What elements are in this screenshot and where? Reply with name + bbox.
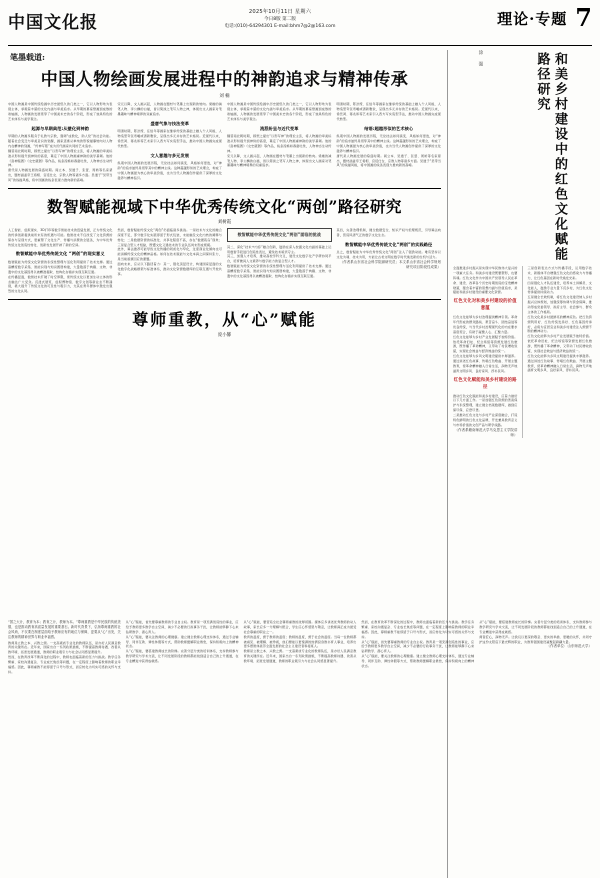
article-3-col-1 xyxy=(453,266,518,438)
paragraph: 从“心”赋能，要关注教师的心理健康。建立健全教师心理支持体系，通过专业辅导、同伴互助、弹性休假等方式，帮助教师缓解职业倦怠，保持积极向上的精神状态。 xyxy=(125,634,239,649)
divider-1 xyxy=(8,188,441,189)
paragraph: 明清时期，陈洪绶、任伯年等画家在继承传统的基础上融入个人风格，人物造型夸张奇崛或清新雅致，呈现出多元并存的艺术格局。近现代以来，徐悲鸿、蒋兆和等艺术家引入西方写实造型手法，推动中国人物画完成现代转型。 xyxy=(336,102,441,121)
article-4-col-5 xyxy=(479,620,592,675)
article-1-byline: 刘 楠 xyxy=(219,94,230,99)
article-1-columns xyxy=(8,102,441,183)
masthead-line-2: 电话:(010)-64294301 E-mail:bhm7@2@163.com xyxy=(224,23,336,29)
article-4-col-3 xyxy=(244,620,357,675)
paragraph: 中国人物画是中国传统绘画中历史最悠久的门类之一，它以人物形象为表现主体，承载着丰富的文化内涵与审美追求。从早期的墓室壁画到成熟的卷轴画，人物画的发展贯穿了中国美术史的各个阶段，形成了独具特色的艺术体系与美学观念。 xyxy=(227,102,332,121)
article-1-subhead-1: 起源与早期典范:从壁化到神韵 xyxy=(31,125,89,131)
paragraph: 从“心”赋能，首先要尊重教师的专业自主权。教育是一项充满创造性的事业，应给予教师更多教学自主空间，减少不必要的行政事务干扰，让教师能够静下心来钻研教学、潜心育人。 xyxy=(125,620,239,634)
masthead-info xyxy=(158,6,402,31)
article-4-quote: “国之大计，教育为本；教育之计，教师为本。”尊师重教是中华民族的传统美德，也是推动教育高质量发展的重要基石。新时代背景下，弘扬尊师重教的社会风尚，不仅要在制度层面给予教师应有的地位与保障，更要从“心”出发，关注教师的精神世界与职业幸福感。 xyxy=(8,620,121,640)
dateline: 2025年10月11日 星期六 xyxy=(248,9,312,15)
paragraph: 全面推进乡村振兴是实现中华民族伟大复兴的一项重大任务。和美乡村建设既要塑形，也要铸魂。红色文化作为中国共产党领导人民在革命、建设、改革各个历史时期创造的宝贵精神财富，蕴含着丰富的思想内涵与价值追求，是赋能和美乡村建设的重要文化资源。 xyxy=(452,266,518,295)
paragraph: 此外，算法推荐可能导致文化传播的同质化与窄化，过度商业化倾向也可能消解传统文化的精神品格。如何在技术赋能与文化本真之间保持张力，是当前亟须回应的课题。 xyxy=(117,247,222,262)
paragraph: 其三，加强人才培养，推动高校学科交叉，建设文化数字化产学研协同平台，培育兼具人文素养与数字能力的复合型人才。 xyxy=(227,254,332,264)
article-1-col-3 xyxy=(227,102,332,183)
article-1-title: 中国人物绘画发展进程中的神韵追求与精神传承 xyxy=(40,70,409,90)
article-3-author-note: （作者系赣南师范大学马克思主义学院讲师） xyxy=(454,427,518,438)
article-1-col-1 xyxy=(8,102,113,183)
article-1-subhead-2: 盛唐气象与技法变革 xyxy=(150,120,190,126)
article-2-byline: 刘树霞 xyxy=(217,219,232,225)
article-2-boxed-head: 数智赋能中华优秀传统文化“两创”面临的挑战 xyxy=(227,228,332,242)
paragraph: 推动红色文化赋能和美乡村建设，应着力做好以下几方面工作。一是加强红色资源的普查保护与系统整理，建立健全档案数据库，做到应保尽保、应登尽登。 xyxy=(452,393,518,413)
paragraph: 唐代是人物画发展的鼎盛时期。阎立本、吴道子、张萱、周昉等名家辈出，题材涵盖帝王将相、宫廷仕女、宗教人物等诸多方面。吴道子“吴带当风”的线描风格，将中国画的线条表现力推向新的高峰。 xyxy=(8,168,113,183)
article-1-kicker: 笔墨载道: xyxy=(10,52,45,62)
paragraph: 宋元以降，文人画兴起，人物画在题材与笔墨上出现新的转向。梁楷的减笔人物、李公麟的白描，皆以简淡之笔写人物之神，体现出文人画家对笔墨趣味与精神境界的双重追求。 xyxy=(117,102,222,116)
paragraph: 总之，数智赋能为中华优秀传统文化“两创”注入了强劲动能。唯有坚持以文化为魂、技术为用，方能让古老文明在数字时代焕发新的生机与活力。 xyxy=(336,250,441,260)
paragraph: 明清时期，陈洪绶、任伯年等画家在继承传统的基础上融入个人风格，人物造型夸张奇崛或清新雅致，呈现出多元并存的艺术格局。近现代以来，徐悲鸿、蒋兆和等艺术家引入西方写实造型手法，推动中国人物画完成现代转型。 xyxy=(117,129,222,148)
paragraph: 面向未来，应从以下路径着力：其一，强化顶层设计，构建国家层面的文化数字化战略框架与标准体系，推动文化资源数据库的互联互通与开放共享。 xyxy=(117,262,222,276)
article-3-byline: 涂 强 xyxy=(477,50,483,68)
paragraph: 然而，在教育改革不断深化的过程中，教师也面临着新的压力与挑战。教学任务繁重、家校沟通复杂、专业成长焦虑等问题，在一定程度上影响着教师的职业幸福感。因此，尊师重教不能停留于口号与形式，而应转化为切实可感的关怀与支持。 xyxy=(8,655,121,674)
paragraph: 从“心”赋能，要关注教师的心理健康。建立健全教师心理支持体系，通过专业辅导、同伴互助、弹性休假等方式，帮助教师缓解职业倦怠，保持积极向上的精神状态。 xyxy=(361,654,475,668)
paragraph: 从“心”赋能，要搭建教师成长的阶梯。完善分层分类的培训体系，支持教师参与教学研究与学术交流，让不同发展阶段的教师都能找到适合自己的上升通道，在专业精进中获得成就感。 xyxy=(125,649,239,663)
article-4-col-2 xyxy=(126,620,239,675)
article-2-col-3 xyxy=(227,228,332,294)
paragraph: 红色文化能够为乡村产业发展赋予独特价值。依托革命旧址、纪念场馆等资源发展红色旅游，既传播了革命精神，又带动了村民增收致富，实现社会效益与经济效益的统一。 xyxy=(452,334,518,354)
article-4-title: 尊师重教，从“心”赋能 xyxy=(132,310,317,330)
article-2-col-1 xyxy=(8,228,113,294)
article-2-subhead-3: 数智赋能中华优秀传统文化“两创”的实践路径 xyxy=(345,241,433,247)
paragraph: 红色文化能够为乡村治理提供精神引领。革命年代形成的群众路线、艰苦奋斗、团结奋进等优良传统，与当代乡村治理现代化的内在要求高度契合，有助于凝聚人心、汇聚力量。 xyxy=(452,315,518,334)
article-4-body xyxy=(8,620,592,872)
article-2-subhead-1: 数智赋能中华优秀传统文化 “两创”的现实意义 xyxy=(15,251,105,257)
article-2-columns xyxy=(8,228,441,294)
article-3-columns xyxy=(453,266,592,438)
paragraph: 在传播层面，数智技术打破了时空界限，使传统文化以更加生动立体的形态触达广大受众。沉浸式展览、虚拟博物馆、数字文创等新业态不断涌现，极大提升了传统文化的可及性与吸引力，尤其在青年群体中激发出强烈的文化认同。 xyxy=(8,274,113,294)
paragraph: 数智赋能为传统文化资源的系统性整理与活化利用提供了技术支撑。通过高精度数字采集、智能识别与知识图谱构建，大量散落于典籍、文物、非遗中的文化基因得以被精准提取、结构化存储并实现互联互通。 xyxy=(8,260,113,274)
paragraph: 红色文化能够为乡风文明建设提供丰厚滋养。通过讲述红色故事、传唱红色歌曲、开展主题教育，使革命精神融入日常生活，润物无声地涵育文明乡风、良好家风、淳朴民风。 xyxy=(452,354,518,373)
paragraph: 纵观中国人物画的发展历程，无论技法如何演变、风格如何更迭，对“神韵”的追求始终是贯穿其中的精神主线。这种超越形似的艺术理念，构成了中国人物画最为核心的审美价值，也为当代人物画创作提供了深厚的文化滋养与精神指引。 xyxy=(117,161,222,181)
paragraph: 魏晋南北朝时期，顾恺之提出“以形写神”的理论主张，将人物画的审美标准从形似提升到神似的高度，奠定了中国人物画重神韵的美学基调。他的《洛神赋图》《女史箴图》等作品，线条流畅如春蚕吐丝，人物神态生动传神。 xyxy=(227,134,332,153)
paragraph: 红色文化能够为乡风文明建设提供丰厚滋养。通过讲述红色故事、传唱红色歌曲、开展主题教育，使革命精神融入日常生活，润物无声地涵育文明乡风、良好家风、淳朴民风。 xyxy=(527,353,592,373)
article-4-top xyxy=(8,303,441,341)
paragraph: 纵观中国人物画的发展历程，无论技法如何演变、风格如何更迭，对“神韵”的追求始终是贯穿其中的精神主线。这种超越形似的艺术理念，构成了中国人物画最为核心的审美价值，也为当代人物画创作提供了深厚的文化滋养与精神指引。 xyxy=(336,134,441,153)
article-3-title: 和美乡村建设中的红色文化赋能路径研究 xyxy=(534,52,568,262)
article-4-author-note: （作者单位：山东师范大学） xyxy=(546,644,592,649)
article-1-col-2 xyxy=(118,102,223,183)
article-3-subhead-1: 红色文化对和美乡村建设的价值意蕴 xyxy=(453,299,517,312)
article-2-col-2 xyxy=(118,228,223,294)
paragraph: 教师是立教之本、兴教之源。一支高素质专业化的教师队伍，是办好人民满意教育的关键所在。近年来，国家出台一系列政策措施，不断提高教师待遇、改善从教环境、拓宽发展通道，教师的职业吸引力与社会认同感显著提升。 xyxy=(243,649,357,663)
article-2-author-note: （作者系山东省社会科学院副研究员；本文系山东省社会科学规划研究项目阶段性成果） xyxy=(339,260,441,270)
divider-2 xyxy=(8,299,441,300)
masthead-line-1: 今日8版 第二版 xyxy=(264,16,296,22)
article-4-byline: 庞小馨 xyxy=(217,333,232,339)
article-2 xyxy=(8,192,441,294)
section-title: 理论·专题 xyxy=(497,9,568,28)
article-1 xyxy=(8,50,441,183)
masthead xyxy=(8,3,592,46)
paragraph: 从“心”赋能，首先要尊重教师的专业自主权。教育是一项充满创造性的事业，应给予教师更多教学自主空间，减少不必要的行政事务干扰，让教师能够静下心来钻研教学、潜心育人。 xyxy=(361,639,475,654)
page-number: 7 xyxy=(575,3,592,32)
paragraph: 其二，深化“技术+内容”融合创新，鼓励在深入挖掘文化内涵的基础上运用数智手段进行创造性表达，避免技术喧宾夺主。 xyxy=(227,244,332,254)
paragraph: 教育的温度，源于教师的温度；教师的温度，源于社会的温度。当每一位教师都被看见、被理解、被珍视，他们便能以更饱满的热情投身教书育人事业，培养出更多德智体美劳全面发展的社会主义建设者和接班人。 xyxy=(243,634,357,649)
paragraph: 红色文化是乡村最鲜亮的精神底色。把红色资源利用好、红色传统发扬好、红色基因传承好，必将为宜居宜业和美乡村建设注入源源不断的精神动力。 xyxy=(527,314,592,334)
paragraph: 师者匠心，润物无声。让我们以更深的敬意、更实的举措、更暖的关怀，共同守护这份太阳底下最光辉的职业，为教育强国建设凝聚起磅礴力量。 xyxy=(479,634,592,644)
article-4-col-4 xyxy=(361,620,474,675)
article-1-subhead-5: 结语:超越形似的艺术核心 xyxy=(364,125,414,131)
paragraph: 从“心”赋能，要搭建教师成长的阶梯。完善分层分类的培训体系，支持教师参与教学研究与学术交流，让不同发展阶段的教师都能找到适合自己的上升通道，在专业精进中获得成就感。 xyxy=(479,620,592,634)
article-3-head-group xyxy=(453,50,592,262)
paragraph: 四是强化人才队伍建设，培养本土讲解员、文化能人，鼓励专业力量下沉乡村，为红色文化传承提供持续动力。 xyxy=(527,280,592,295)
paragraph: 红色文化能够为乡村产业发展赋予独特价值。依托革命旧址、纪念场馆等资源发展红色旅游，既传播了革命精神，又带动了村民增收致富，实现社会效益与经济效益的统一。 xyxy=(527,334,592,353)
masthead-section xyxy=(402,3,592,32)
newspaper-logo: 中国文化报 xyxy=(8,13,98,33)
paragraph: 然而，在教育改革不断深化的过程中，教师也面临着新的压力与挑战。教学任务繁重、家校沟通复杂、专业成长焦虑等问题，在一定程度上影响着教师的职业幸福感。因此，尊师重教不能停留于口号与形式，而应转化为切实可感的关怀与支持。 xyxy=(361,620,475,639)
paragraph: 人工智能、虚拟现实、3D打印等数字智能技术的迅猛发展，正为传统文化的传承创新提供前所未有的机遇与可能。数智技术不仅改变了文化资源的保存与呈现方式，更重塑了文化生产、传播与消费的全链条，为中华优秀传统文化创造性转化、创新性发展开辟了新的空间。 xyxy=(8,227,113,247)
article-1-subhead-3: 文人意趣与多元发展 xyxy=(150,152,190,158)
paragraph: 从“心”赋能，要营造全社会尊师重教的浓厚氛围。媒体应多讲述优秀教师的动人故事，家长应多一分理解与配合，学生应心怀感恩与敬意，让教师真正成为最受社会尊重的职业之一。 xyxy=(243,620,357,634)
paragraph: 其四，完善治理机制，健全数据安全、知识产权与伦理规范，引导算法向善，营造风清气正的数字文化生态。 xyxy=(336,227,441,237)
paragraph: 早期的人物画多服务于礼教与宗教，强调“成教化，助人伦”的社会功能。随着社会变迁与审美意识的觉醒，画家逐渐从单纯的形貌描摹转向对人物内在精神的刻画，“传神写照”成为历代画家共同的艺术追求。 xyxy=(8,134,113,148)
article-4-col-1 xyxy=(8,620,121,675)
article-1-col-4 xyxy=(337,102,442,183)
article-1-subhead-4: 流派纷呈与近代变革 xyxy=(259,125,299,131)
article-3-subhead-2: 红色文化赋能和美乡村建设的路径 xyxy=(453,377,517,390)
paragraph: 中国人物画是中国传统绘画中历史最悠久的门类之一，它以人物形象为表现主体，承载着丰富的文化内涵与审美追求。从早期的墓室壁画到成熟的卷轴画，人物画的发展贯穿了中国美术史的各个阶段，形成了独具特色的艺术体系与美学观念。 xyxy=(8,102,113,121)
paragraph: 二是推动红色文化与乡村产业深度融合，打造特色鲜明的红色文化品牌，开发兼具教育意义与市场价值的文创产品与研学线路。 xyxy=(452,413,518,427)
paragraph: 然而，数智赋能传统文化“两创”仍面临诸多挑战。一是技术与文化的融合深度不足，部分数字化实践停留于形式包装，未能触及文化内核的阐释与转化；二是数据资源的标准化、共享化程度不高，存在“数据孤岛”现象；三是复合型人才短缺，既懂文化又通技术的专业队伍尚未形成规模。 xyxy=(117,227,222,247)
paragraph: 数智赋能为传统文化资源的系统性整理与活化利用提供了技术支撑。通过高精度数字采集、智能识别与知识图谱构建，大量散落于典籍、文物、非遗中的文化基因得以被精准提取、结构化存储并实现互联互通。 xyxy=(227,264,332,278)
paragraph: 教师是立教之本、兴教之源。一支高素质专业化的教师队伍，是办好人民满意教育的关键所在。近年来，国家出台一系列政策措施，不断提高教师待遇、改善从教环境、拓宽发展通道，教师的职业吸引力与社会认同感显著提升。 xyxy=(8,640,121,655)
paragraph: 魏晋南北朝时期，顾恺之提出“以形写神”的理论主张，将人物画的审美标准从形似提升到神似的高度，奠定了中国人物画重神韵的美学基调。他的《洛神赋图》《女史箴图》等作品，线条流畅如春蚕吐丝，人物神态生动传神。 xyxy=(8,148,113,168)
paragraph: 五是健全长效机制，将红色文化建设纳入乡村振兴总体规划，加强统筹协调与资金保障，推动形成党委领导、政府主导、社会参与、群众主体的工作格局。 xyxy=(527,295,592,314)
article-2-col-4 xyxy=(337,228,442,294)
article-2-title: 数智赋能视域下中华优秀传统文化“两创”路径研究 xyxy=(47,196,402,216)
paragraph: 宋元以降，文人画兴起，人物画在题材与笔墨上出现新的转向。梁楷的减笔人物、李公麟的白描，皆以简淡之笔写人物之神，体现出文人画家对笔墨趣味与精神境界的双重追求。 xyxy=(227,153,332,168)
article-3-col-2 xyxy=(522,266,592,438)
paragraph: 唐代是人物画发展的鼎盛时期。阎立本、吴道子、张萱、周昉等名家辈出，题材涵盖帝王将相、宫廷仕女、宗教人物等诸多方面。吴道子“吴带当风”的线描风格，将中国画的线条表现力推向新的高峰。 xyxy=(336,153,441,168)
article-4-columns xyxy=(8,620,592,675)
paragraph: 三是创新表达方式与传播手段，运用数字技术、新媒体平台增强红色文化的感染力与传播力，让红色基因在新时代焕发光彩。 xyxy=(527,266,592,280)
